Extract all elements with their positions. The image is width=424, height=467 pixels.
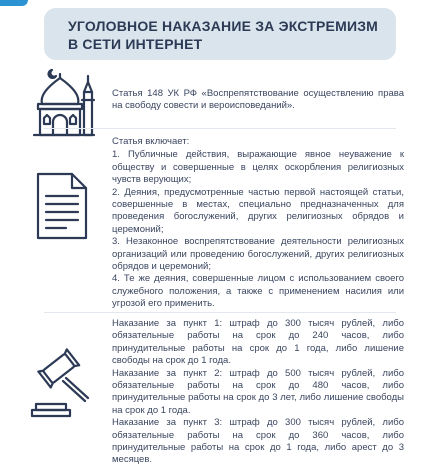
title-line-1: УГОЛОВНОЕ НАКАЗАНИЕ ЗА ЭКСТРЕМИЗМ: [68, 18, 379, 34]
article-text: Статья 148 УК РФ «Воспрепятствование осуществлению права на свободу совести и вероисповеданий».: [112, 88, 404, 112]
title-line-2: В СЕТИ ИНТЕРНЕТ: [68, 36, 203, 52]
includes-item: 4. Те же деяния, совершенные лицом с использованием своего служебного положения, а также с применением насилия или угрозой его применить.: [112, 273, 404, 310]
title-banner: [44, 8, 396, 60]
section-divider: [44, 312, 396, 313]
punishment-item: Наказание за пункт 2: штраф до 500 тысяч рублей, либо обязательные работы на срок до 480 часов, либо принудительные работы на срок до 3 лет, либо лишение свободы на срок до 1 года.: [112, 367, 404, 416]
includes-item: 3. Незаконное воспрепятствование деятельности религиозных организаций или проведению богослужений, других религиозных обрядов и церемоний;: [112, 236, 404, 273]
includes-text: [112, 136, 404, 311]
includes-item: 2. Деяния, предусмотренные частью первой настоящей статьи, совершенные в местах, специально предназначенных для проведения богослужений, других религиозных обрядов и церемоний;: [112, 186, 404, 235]
includes-item: 1. Публичные действия, выражающие явное неуважение к обществу и совершенные в целях оскорбления религиозных чувств верующих;: [112, 149, 404, 186]
section-divider: [44, 128, 396, 129]
punishments-text: [112, 318, 404, 467]
includes-intro: Статья включает:: [112, 136, 190, 147]
punishment-item: Наказание за пункт 3: штраф до 300 тысяч рублей, либо обязательные работы на срок до 360 часов, либо принудительные работы на срок до 1 года, либо арест до 3 месяцев.: [112, 417, 404, 466]
top-accent-bar: [0, 0, 28, 6]
punishment-item: Наказание за пункт 1: штраф до 300 тысяч рублей, либо обязательные работы на срок до 240 часов, либо принудительные работы на срок до 1 года, либо лишение свободы на срок до 1 года.: [112, 318, 404, 367]
document-icon: [34, 170, 90, 242]
gavel-icon: [30, 346, 92, 420]
page-title: [68, 17, 396, 53]
